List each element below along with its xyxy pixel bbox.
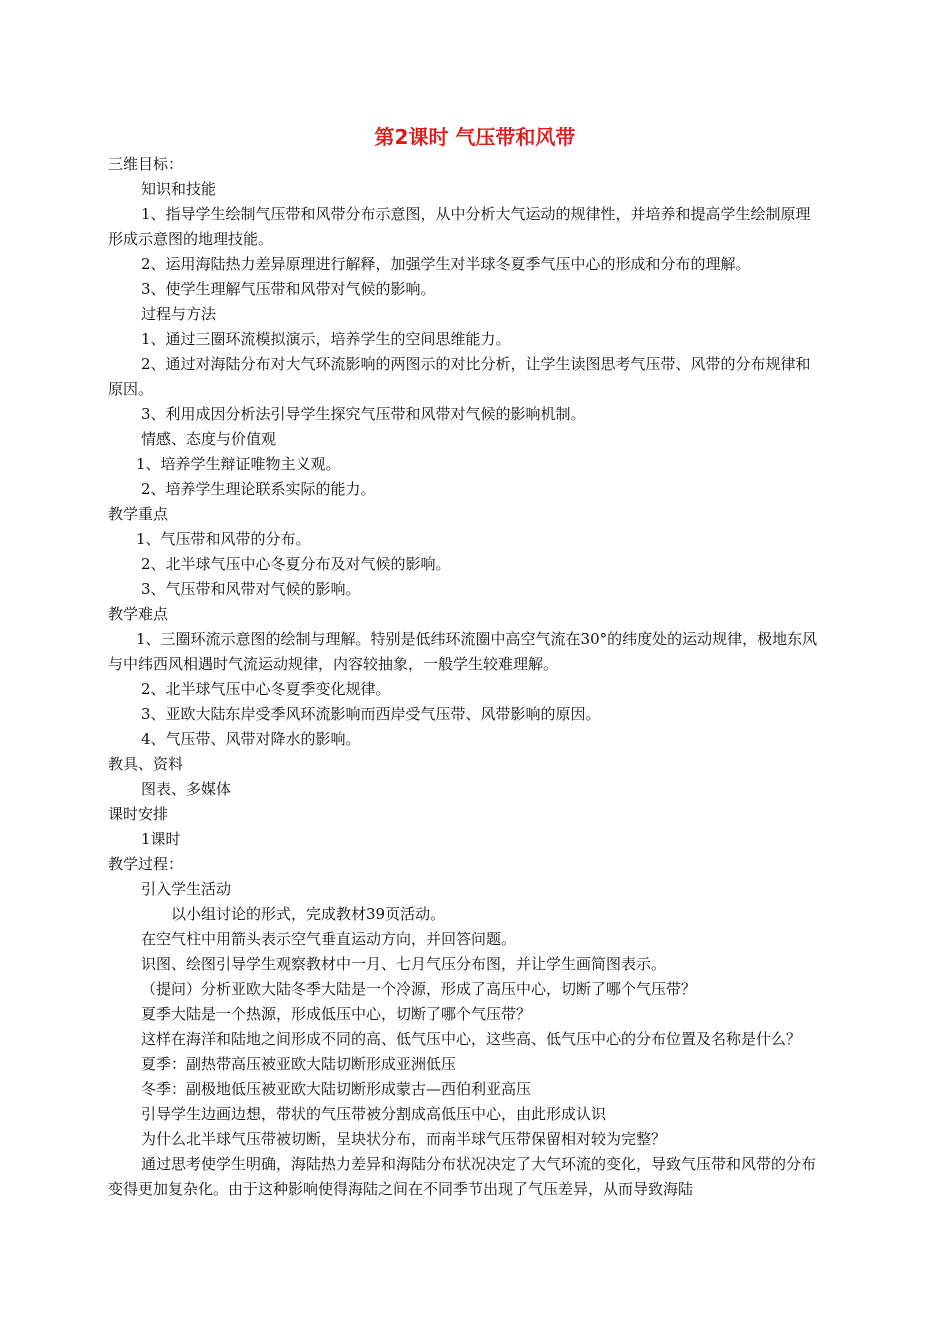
document-body: [108, 152, 820, 1202]
paragraph-line: 知识和技能: [141, 180, 217, 198]
paragraph-line: 冬季：副极地低压被亚欧大陆切断形成蒙古—西伯利亚高压: [141, 1080, 532, 1098]
paragraph-line: 这样在海洋和陆地之间形成不同的高、低气压中心，这些高、低气压中心的分布位置及名称是什么？: [141, 1030, 802, 1048]
paragraph-line: 1、指导学生绘制气压带和风带分布示意图，从中分析大气运动的规律性，并培养和提高学生绘制原理形成示意图的地理技能。: [108, 205, 811, 248]
paragraph-line: 教学重点: [108, 505, 169, 523]
paragraph-line: 1、培养学生辩证唯物主义观。: [136, 455, 341, 473]
paragraph-line: 3、亚欧大陆东岸受季风环流影响而西岸受气压带、风带影响的原因。: [141, 705, 601, 723]
paragraph-line: 2、运用海陆热力差异原理进行解释，加强学生对半球冬夏季气压中心的形成和分布的理解。: [141, 255, 751, 273]
paragraph-line: 1、三圈环流示意图的绘制与理解。特别是低纬环流圈中高空气流在30°的纬度处的运动规律，极地东风与中纬西风相遇时气流运动规律，内容较抽象，一般学生较难理解。: [108, 630, 818, 673]
paragraph-line: 3、利用成因分析法引导学生探究气压带和风带对气候的影响机制。: [141, 405, 586, 423]
paragraph-line: 通过思考使学生明确，海陆热力差异和海陆分布状况决定了大气环流的变化，导致气压带和风带的分布变得更加复杂化。由于这种影响使得海陆之间在不同季节出现了气压差异，从而导致海陆: [108, 1155, 817, 1198]
paragraph-line: 教具、资料: [108, 755, 184, 773]
paragraph-line: 4、气压带、风带对降水的影响。: [141, 730, 361, 748]
paragraph-line: 以小组讨论的形式，完成教材39页活动。: [171, 905, 446, 923]
paragraph-line: 3、气压带和风带对气候的影响。: [141, 580, 361, 598]
paragraph-line: （提问）分析亚欧大陆冬季大陆是一个冷源，形成了高压中心，切断了哪个气压带？: [141, 980, 697, 998]
paragraph-line: 2、通过对海陆分布对大气环流影响的两图示的对比分析，让学生读图思考气压带、风带的分布规律和原因。: [108, 355, 811, 398]
paragraph-line: 为什么北半球气压带被切断，呈块状分布，而南半球气压带保留相对较为完整？: [141, 1130, 667, 1148]
paragraph-line: 1、气压带和风带的分布。: [136, 530, 311, 548]
paragraph-line: 1课时: [141, 830, 181, 848]
paragraph-line: 2、培养学生理论联系实际的能力。: [141, 480, 376, 498]
paragraph-line: 情感、态度与价值观: [141, 430, 277, 448]
paragraph-line: 在空气柱中用箭头表示空气垂直运动方向，并回答问题。: [141, 930, 517, 948]
paragraph-line: 三维目标：: [108, 155, 184, 173]
paragraph-line: 2、北半球气压中心冬夏季变化规律。: [141, 680, 391, 698]
paragraph-line: 引导学生边画边想，带状的气压带被分割成高低压中心，由此形成认识: [141, 1105, 607, 1123]
paragraph-line: 引入学生活动: [141, 880, 232, 898]
paragraph-line: 2、北半球气压中心冬夏分布及对气候的影响。: [141, 555, 451, 573]
page-title: 第2课时 气压带和风带: [374, 125, 576, 149]
paragraph-line: 3、使学生理解气压带和风带对气候的影响。: [141, 280, 436, 298]
paragraph-line: 教学过程：: [108, 855, 184, 873]
paragraph-line: 夏季：副热带高压被亚欧大陆切断形成亚洲低压: [141, 1055, 457, 1073]
paragraph-line: 课时安排: [108, 805, 169, 823]
paragraph-line: 过程与方法: [141, 305, 217, 323]
paragraph-line: 识图、绘图引导学生观察教材中一月、七月气压分布图，并让学生画简图表示。: [141, 955, 667, 973]
paragraph-line: 教学难点: [108, 605, 169, 623]
paragraph-line: 图表、多媒体: [141, 780, 232, 798]
paragraph-line: 1、通过三圈环流模拟演示，培养学生的空间思维能力。: [141, 330, 511, 348]
paragraph-line: 夏季大陆是一个热源，形成低压中心，切断了哪个气压带？: [141, 1005, 532, 1023]
